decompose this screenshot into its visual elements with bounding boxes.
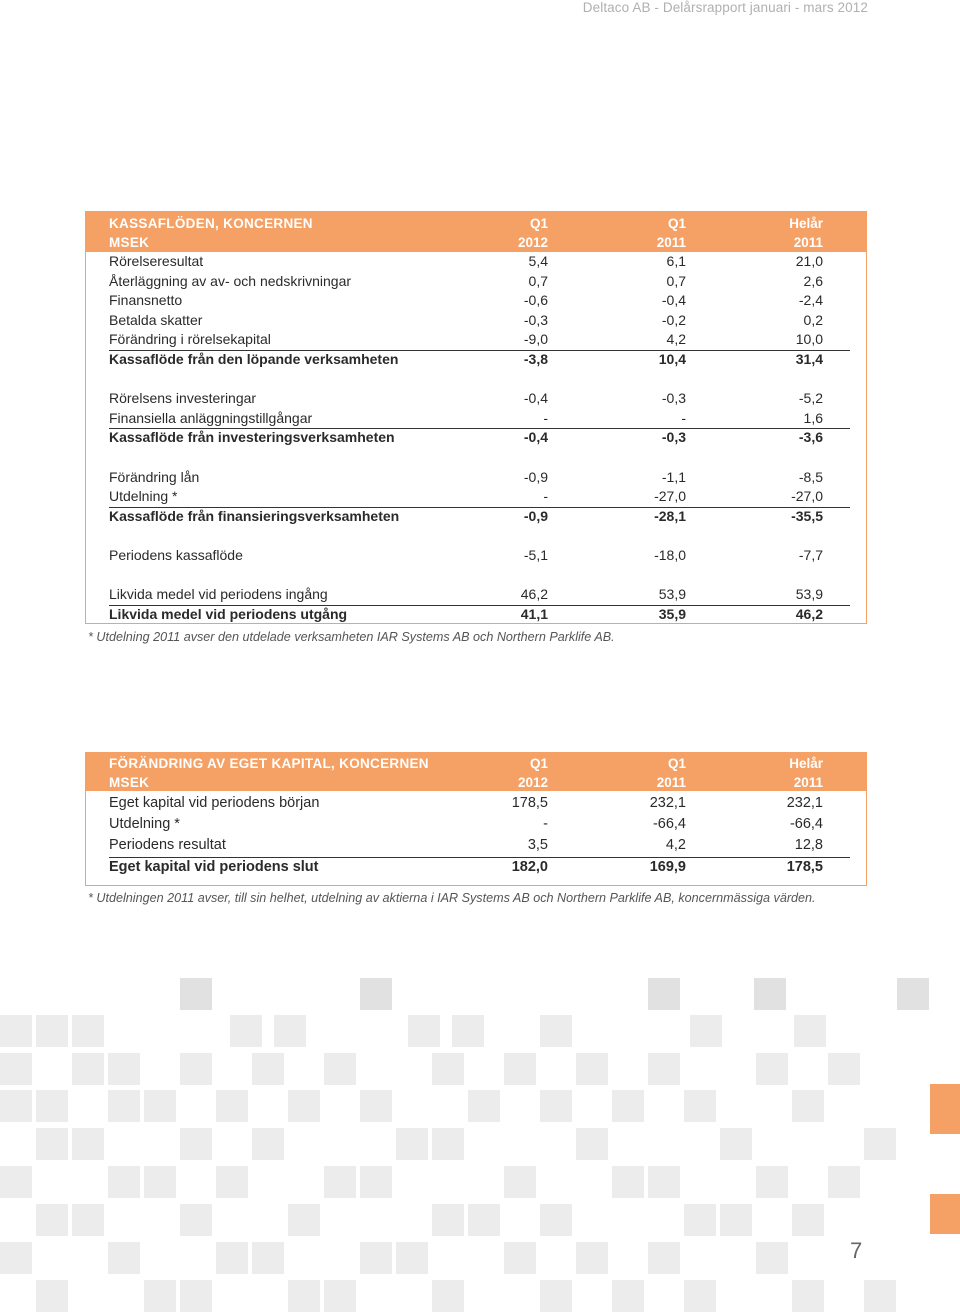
decorative-tile <box>504 1166 536 1198</box>
decorative-tile <box>252 1242 284 1274</box>
column-header-q1-2012: Q1 <box>529 216 548 231</box>
row-label: Rörelsens investeringar <box>109 390 257 407</box>
decorative-tile <box>216 1090 248 1122</box>
decorative-tile <box>930 1194 960 1234</box>
decorative-tile <box>36 1128 68 1160</box>
value-q1-2012: - <box>543 816 548 833</box>
row-label: Kassaflöde från investeringsverksamheten <box>109 429 395 446</box>
value-q1-2012: -0,9 <box>523 507 548 524</box>
decorative-tile <box>828 1053 860 1085</box>
decorative-tile <box>792 1280 824 1312</box>
value-full-year-2011: 46,2 <box>795 605 823 622</box>
decorative-tile <box>144 1090 176 1122</box>
value-q1-2012: -0,4 <box>523 429 548 446</box>
decorative-tile <box>180 1053 212 1085</box>
decorative-tile <box>180 1204 212 1236</box>
decorative-tile <box>72 1053 104 1085</box>
column-year-2011: 2011 <box>656 235 686 250</box>
decorative-tile <box>930 1084 960 1134</box>
decorative-tile <box>180 1280 212 1312</box>
column-header-full-year-2011: Helår <box>789 756 823 771</box>
value-q1-2012: -0,3 <box>523 311 548 328</box>
decorative-tile <box>108 1242 140 1274</box>
row-label: Periodens kassaflöde <box>109 546 243 563</box>
value-full-year-2011: -8,5 <box>798 468 823 485</box>
decorative-tile <box>396 1128 428 1160</box>
value-q1-2011: -0,2 <box>661 311 686 328</box>
value-full-year-2011: 0,2 <box>803 311 823 328</box>
row-label: Kassaflöde från finansieringsverksamheten <box>109 507 400 524</box>
decorative-tile <box>504 1053 536 1085</box>
decorative-tile <box>72 1128 104 1160</box>
decorative-tile <box>432 1128 464 1160</box>
cashflow-table-header <box>86 212 866 252</box>
decorative-tile <box>540 1280 572 1312</box>
decorative-tile <box>756 1242 788 1274</box>
decorative-tile <box>324 1166 356 1198</box>
row-label: Kassaflöde från den löpande verksamheten <box>109 350 399 367</box>
decorative-tile <box>612 1166 644 1198</box>
equity-table <box>85 752 867 886</box>
value-full-year-2011: 1,6 <box>803 409 823 426</box>
decorative-tile <box>897 978 929 1010</box>
decorative-tile <box>720 1128 752 1160</box>
decorative-tile <box>216 1242 248 1274</box>
decorative-tile <box>360 1090 392 1122</box>
value-q1-2012: -0,4 <box>523 390 548 407</box>
value-q1-2011: 53,9 <box>658 586 686 603</box>
value-q1-2012: -3,8 <box>523 350 548 367</box>
value-full-year-2011: -3,6 <box>798 429 823 446</box>
value-q1-2011: -18,0 <box>654 546 686 563</box>
value-q1-2012: - <box>543 409 548 426</box>
decorative-tile <box>36 1090 68 1122</box>
decorative-tile <box>72 1015 104 1047</box>
row-label: Finansnetto <box>109 292 183 309</box>
value-q1-2011: 4,2 <box>665 837 686 854</box>
value-q1-2011: - <box>681 409 686 426</box>
column-header-q1-2011: Q1 <box>667 216 686 231</box>
decorative-tile <box>36 1280 68 1312</box>
decorative-tile <box>864 1280 896 1312</box>
decorative-tile <box>108 1053 140 1085</box>
value-q1-2012: 182,0 <box>511 858 548 875</box>
decorative-tile <box>756 1053 788 1085</box>
decorative-tile <box>288 1204 320 1236</box>
row-label: Betalda skatter <box>109 311 203 328</box>
row-label: Förändring i rörelsekapital <box>109 331 271 348</box>
total-row <box>86 605 866 625</box>
decorative-tile <box>828 1166 860 1198</box>
decorative-tile <box>324 1280 356 1312</box>
decorative-tile <box>576 1242 608 1274</box>
decorative-tile <box>648 1053 680 1085</box>
decorative-tile <box>360 978 392 1010</box>
value-q1-2012: - <box>543 488 548 505</box>
column-year-2011-full: 2011 <box>793 775 823 790</box>
value-q1-2011: 10,4 <box>658 350 686 367</box>
cashflow-footnote: * Utdelning 2011 avser den utdelade verksamheten IAR Systems AB och Northern Parklife AB. <box>88 630 615 644</box>
decorative-tile <box>230 1015 262 1047</box>
decorative-tile <box>0 1090 32 1122</box>
decorative-tile <box>432 1053 464 1085</box>
decorative-tile <box>648 1242 680 1274</box>
value-full-year-2011: 232,1 <box>786 795 823 811</box>
value-full-year-2011: 2,6 <box>803 272 823 289</box>
value-full-year-2011: 12,8 <box>794 837 823 854</box>
row-label: Rörelseresultat <box>109 253 204 269</box>
decorative-tile <box>36 1015 68 1047</box>
decorative-tile <box>468 1090 500 1122</box>
value-q1-2011: -27,0 <box>654 488 686 505</box>
total-row <box>86 857 866 878</box>
value-q1-2012: 178,5 <box>511 795 548 811</box>
decorative-tile <box>754 978 786 1010</box>
decorative-tile <box>432 1280 464 1312</box>
value-full-year-2011: 178,5 <box>786 858 823 875</box>
value-full-year-2011: -2,4 <box>798 292 823 309</box>
value-q1-2011: 6,1 <box>666 253 686 269</box>
decorative-tile <box>408 1015 440 1047</box>
table-row <box>86 389 866 409</box>
cashflow-title: KASSAFLÖDEN, KONCERNEN <box>109 216 313 231</box>
value-q1-2011: -0,3 <box>661 390 686 407</box>
unit-label: MSEK <box>109 235 150 250</box>
value-full-year-2011: -7,7 <box>798 546 823 563</box>
row-spacer <box>86 448 866 468</box>
table-row <box>86 487 866 507</box>
table-row <box>86 409 866 429</box>
table-row <box>86 272 866 292</box>
decorative-tile <box>108 1090 140 1122</box>
decorative-tile <box>612 1280 644 1312</box>
decorative-tile <box>432 1204 464 1236</box>
row-label: Likvida medel vid periodens utgång <box>109 605 348 622</box>
row-spacer <box>86 526 866 546</box>
decorative-tile <box>108 1166 140 1198</box>
value-full-year-2011: -27,0 <box>791 488 823 505</box>
decorative-tile <box>0 1166 32 1198</box>
value-q1-2012: -0,6 <box>523 292 548 309</box>
decorative-tile <box>180 978 212 1010</box>
value-q1-2012: 5,4 <box>528 253 548 269</box>
table-row <box>86 468 866 488</box>
row-spacer <box>86 566 866 586</box>
decorative-tile <box>396 1242 428 1274</box>
column-header-q1-2011: Q1 <box>667 756 686 771</box>
decorative-tile <box>0 1053 32 1085</box>
value-q1-2012: 0,7 <box>528 272 548 289</box>
decorative-tile <box>144 1166 176 1198</box>
table-row <box>86 330 866 350</box>
column-header-full-year-2011: Helår <box>789 216 823 231</box>
table-row <box>86 814 866 835</box>
decorative-tile <box>274 1015 306 1047</box>
running-header: Deltaco AB - Delårsrapport januari - mars 2012 <box>582 0 868 15</box>
value-q1-2011: -66,4 <box>652 816 686 833</box>
value-full-year-2011: 53,9 <box>795 586 823 603</box>
row-label: Eget kapital vid periodens början <box>109 795 320 811</box>
row-label: Likvida medel vid periodens ingång <box>109 586 328 603</box>
value-q1-2012: 41,1 <box>520 605 548 622</box>
value-full-year-2011: 31,4 <box>795 350 823 367</box>
row-label: Utdelning * <box>109 816 180 833</box>
column-year-2012: 2012 <box>517 775 548 790</box>
decorative-tile <box>252 1053 284 1085</box>
decorative-tile <box>180 1128 212 1160</box>
table-row <box>86 835 866 856</box>
decorative-tile <box>0 1015 32 1047</box>
decorative-tile <box>360 1242 392 1274</box>
decorative-tile <box>504 1242 536 1274</box>
decorative-tile <box>684 1204 716 1236</box>
decorative-tile <box>0 1242 32 1274</box>
decorative-tile <box>452 1015 484 1047</box>
value-full-year-2011: -5,2 <box>798 390 823 407</box>
table-row <box>86 291 866 311</box>
value-full-year-2011: -66,4 <box>789 816 823 833</box>
subtotal-row <box>86 507 866 527</box>
row-label: Eget kapital vid periodens slut <box>109 858 319 875</box>
decorative-tile <box>72 1204 104 1236</box>
decorative-tile <box>756 1166 788 1198</box>
column-year-2011: 2011 <box>656 775 686 790</box>
value-q1-2012: -5,1 <box>523 546 548 563</box>
equity-table-header <box>86 753 866 791</box>
column-year-2011-full: 2011 <box>793 235 823 250</box>
value-q1-2011: 169,9 <box>649 858 686 875</box>
decorative-tile <box>720 1204 752 1236</box>
value-full-year-2011: -35,5 <box>791 507 823 524</box>
equity-title: FÖRÄNDRING AV EGET KAPITAL, KONCERNEN <box>109 756 429 771</box>
value-q1-2011: 4,2 <box>666 331 686 348</box>
value-q1-2012: 3,5 <box>527 837 548 854</box>
page-number: 7 <box>850 1238 863 1263</box>
value-full-year-2011: 21,0 <box>795 253 823 269</box>
decorative-tile <box>684 1280 716 1312</box>
decorative-tile <box>684 1090 716 1122</box>
table-row <box>86 546 866 566</box>
decorative-tile <box>216 1166 248 1198</box>
value-q1-2012: -0,9 <box>523 468 548 485</box>
decorative-tile <box>324 1053 356 1085</box>
decorative-tile <box>648 978 680 1010</box>
value-q1-2011: -0,4 <box>661 292 686 309</box>
column-header-q1-2012: Q1 <box>529 756 548 771</box>
value-q1-2011: 35,9 <box>658 605 686 622</box>
subtotal-row <box>86 428 866 448</box>
value-full-year-2011: 10,0 <box>795 331 823 348</box>
row-label: Utdelning * <box>109 488 178 505</box>
decorative-tile <box>36 1204 68 1236</box>
row-spacer <box>86 370 866 390</box>
decorative-tile <box>360 1166 392 1198</box>
table-row <box>86 585 866 605</box>
decorative-tile <box>288 1090 320 1122</box>
decorative-tile <box>612 1090 644 1122</box>
decorative-tile <box>144 1280 176 1312</box>
value-q1-2011: -28,1 <box>654 507 686 524</box>
decorative-tile <box>288 1280 320 1312</box>
row-label: Finansiella anläggningstillgångar <box>109 409 313 426</box>
decorative-tile <box>468 1204 500 1236</box>
value-q1-2011: 0,7 <box>666 272 686 289</box>
decorative-tile <box>864 1128 896 1160</box>
row-label: Förändring lån <box>109 468 200 485</box>
row-label: Periodens resultat <box>109 837 226 854</box>
row-label: Återläggning av av- och nedskrivningar <box>109 272 352 289</box>
decorative-tile <box>576 1053 608 1085</box>
decorative-tile <box>794 1015 826 1047</box>
table-row <box>86 252 866 272</box>
decorative-tile <box>792 1204 824 1236</box>
decorative-tile <box>540 1090 572 1122</box>
decorative-tile <box>576 1128 608 1160</box>
value-q1-2012: -9,0 <box>523 331 548 348</box>
decorative-tile <box>792 1090 824 1122</box>
decorative-tile <box>540 1204 572 1236</box>
decorative-tile <box>648 1166 680 1198</box>
value-q1-2011: 232,1 <box>649 795 686 811</box>
equity-footnote: * Utdelningen 2011 avser, till sin helhet, utdelning av aktierna i IAR Systems AB och Northern Parklife AB, koncernmässiga värden. <box>88 891 816 905</box>
unit-label: MSEK <box>109 775 150 790</box>
subtotal-row <box>86 350 866 370</box>
decorative-tile <box>252 1128 284 1160</box>
decorative-tile <box>690 1015 722 1047</box>
value-q1-2011: -0,3 <box>661 429 686 446</box>
table-row <box>86 793 866 814</box>
value-q1-2012: 46,2 <box>520 586 548 603</box>
column-year-2012: 2012 <box>517 235 548 250</box>
table-row <box>86 311 866 331</box>
decorative-tile <box>540 1015 572 1047</box>
value-q1-2011: -1,1 <box>661 468 686 485</box>
cashflow-table <box>85 211 867 624</box>
